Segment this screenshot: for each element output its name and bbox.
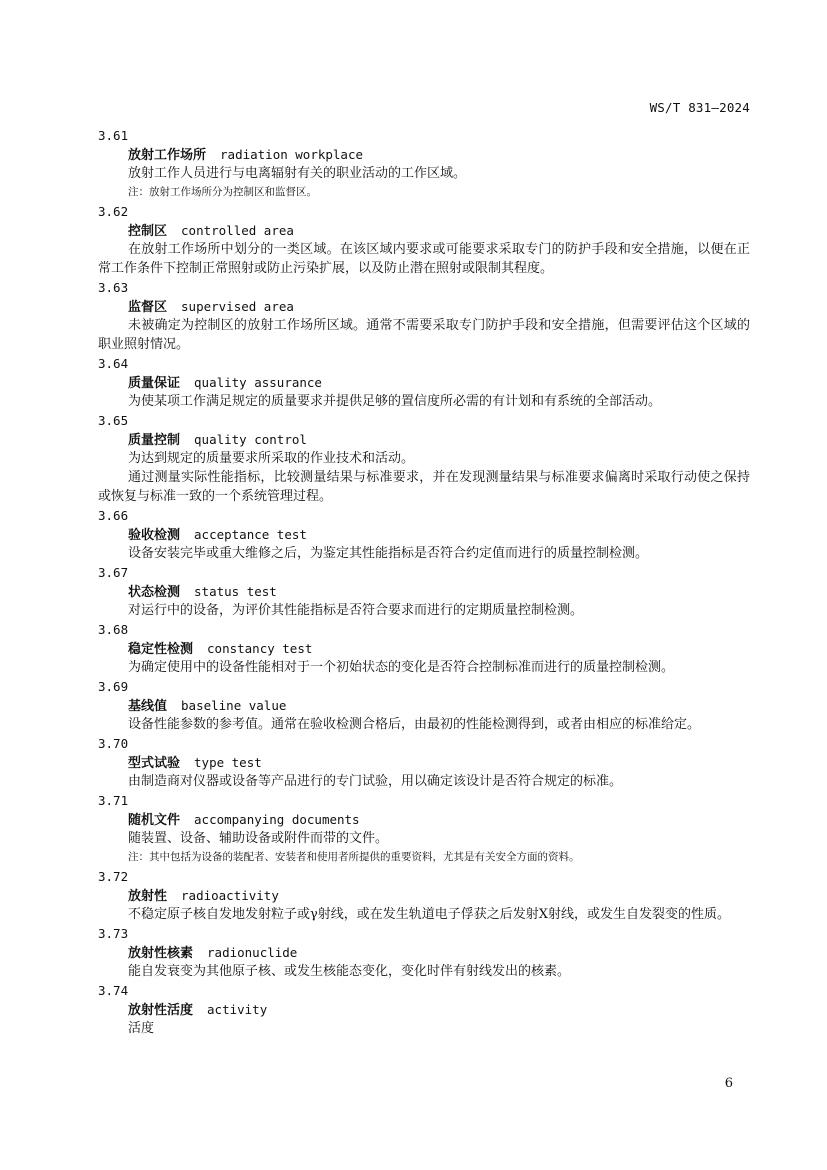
- term-number: 3.72: [98, 869, 129, 884]
- term-number: 3.69: [98, 679, 129, 694]
- term-entry: [98, 981, 750, 1038]
- term-number: 3.73: [98, 926, 129, 941]
- term-entry: [98, 411, 750, 506]
- term-definition: 对运行中的设备，为评价其性能指标是否符合要求而进行的定期质量控制检测。: [128, 603, 584, 618]
- term-en: baseline value: [181, 698, 287, 713]
- standard-code: WS/T 831—2024: [649, 100, 750, 115]
- term-entry: [98, 791, 750, 867]
- term-heading: [98, 886, 750, 905]
- term-number: 3.64: [98, 356, 129, 371]
- term-entry: [98, 867, 750, 924]
- term-zh: 放射性: [128, 889, 168, 904]
- term-zh: 型式试验: [128, 756, 181, 771]
- term-heading: [98, 943, 750, 962]
- term-number: 3.65: [98, 413, 129, 428]
- term-definition: 为使某项工作满足规定的质量要求并提供足够的置信度所必需的有计划和有系统的全部活动。: [128, 394, 662, 409]
- term-en: supervised area: [181, 299, 294, 314]
- term-entry: [98, 563, 750, 620]
- term-heading: [98, 1000, 750, 1019]
- term-entry: [98, 677, 750, 734]
- term-entry: [98, 734, 750, 791]
- term-note: 注：放射工作场所分为控制区和监督区。: [128, 186, 317, 198]
- term-number: 3.71: [98, 793, 129, 808]
- term-number: 3.67: [98, 565, 129, 580]
- term-number: 3.70: [98, 736, 129, 751]
- term-definition: 设备安装完毕或重大维修之后，为鉴定其性能指标是否符合约定值而进行的质量控制检测。: [128, 546, 649, 561]
- term-en: status test: [194, 584, 277, 599]
- term-number: 3.61: [98, 128, 129, 143]
- term-heading: [98, 145, 750, 164]
- term-entry: [98, 126, 750, 202]
- term-heading: [98, 373, 750, 392]
- term-definition: 由制造商对仪器或设备等产品进行的专门试验，用以确定该设计是否符合规定的标准。: [128, 774, 623, 789]
- term-zh: 质量保证: [128, 376, 181, 391]
- term-heading: [98, 221, 750, 240]
- term-en: radioactivity: [181, 888, 279, 903]
- term-heading: [98, 696, 750, 715]
- term-heading: [98, 639, 750, 658]
- term-heading: [98, 297, 750, 316]
- term-entry: [98, 924, 750, 981]
- page-number: 6: [724, 1076, 733, 1091]
- term-en: activity: [207, 1002, 268, 1017]
- term-heading: [98, 582, 750, 601]
- term-definition: 未被确定为控制区的放射工作场所区域。通常不需要采取专门防护手段和安全措施，但需要评估这个区域的职业照射情况。: [98, 318, 750, 352]
- term-en: acceptance test: [194, 527, 307, 542]
- term-en: quality assurance: [194, 375, 322, 390]
- term-zh: 放射性核素: [128, 946, 194, 961]
- term-definition: 随装置、设备、辅助设备或附件而带的文件。: [128, 831, 389, 846]
- term-entry: [98, 620, 750, 677]
- term-number: 3.63: [98, 280, 129, 295]
- term-en: accompanying documents: [194, 812, 360, 827]
- term-en: quality control: [194, 432, 307, 447]
- term-zh: 放射性活度: [128, 1003, 194, 1018]
- term-zh: 随机文件: [128, 813, 181, 828]
- term-definition: 活度: [128, 1021, 155, 1036]
- term-definition: 为确定使用中的设备性能相对于一个初始状态的变化是否符合控制标准而进行的质量控制检测。: [128, 660, 675, 675]
- term-number: 3.66: [98, 508, 129, 523]
- term-heading: [98, 753, 750, 772]
- term-number: 3.62: [98, 204, 129, 219]
- term-definition: 在放射工作场所中划分的一类区域。在该区域内要求或可能要求采取专门的防护手段和安全措施，以便在正常工作条件下控制正常照射或防止污染扩展，以及防止潜在照射或限制其程度。: [98, 242, 750, 276]
- term-zh: 控制区: [128, 224, 168, 239]
- term-entry: [98, 354, 750, 411]
- term-zh: 稳定性检测: [128, 642, 194, 657]
- term-entry: [98, 506, 750, 563]
- term-definition: 放射工作人员进行与电离辐射有关的职业活动的工作区域。: [128, 166, 467, 181]
- term-definition: 不稳定原子核自发地发射粒子或γ射线，或在发生轨道电子俘获之后发射X射线，或发生自发裂变的性质。: [128, 907, 731, 922]
- term-note: 注：其中包括为设备的装配者、安装者和使用者所提供的重要资料，尤其是有关安全方面的资料。: [128, 851, 580, 863]
- term-en: radiation workplace: [220, 147, 364, 162]
- term-definition: 通过测量实际性能指标，比较测量结果与标准要求，并在发现测量结果与标准要求偏离时采取行动使之保持或恢复与标准一致的一个系统管理过程。: [98, 470, 750, 504]
- term-heading: [98, 810, 750, 829]
- term-zh: 状态检测: [128, 585, 181, 600]
- term-definition: 为达到规定的质量要求所采取的作业技术和活动。: [128, 451, 415, 466]
- term-number: 3.68: [98, 622, 129, 637]
- term-heading: [98, 430, 750, 449]
- term-definition: 能自发衰变为其他原子核、或发生核能态变化，变化时伴有射线发出的核素。: [128, 964, 571, 979]
- term-entry: [98, 278, 750, 354]
- term-zh: 基线值: [128, 699, 168, 714]
- term-en: controlled area: [181, 223, 294, 238]
- term-definition: 设备性能参数的参考值。通常在验收检测合格后，由最初的性能检测得到，或者由相应的标准给定。: [128, 717, 701, 732]
- term-en: type test: [194, 755, 262, 770]
- term-number: 3.74: [98, 983, 129, 998]
- term-zh: 验收检测: [128, 528, 181, 543]
- term-zh: 监督区: [128, 300, 168, 315]
- term-heading: [98, 525, 750, 544]
- term-zh: 质量控制: [128, 433, 181, 448]
- term-en: radionuclide: [207, 945, 298, 960]
- terms-list: [98, 126, 750, 1038]
- term-zh: 放射工作场所: [128, 148, 207, 163]
- term-en: constancy test: [207, 641, 313, 656]
- term-entry: [98, 202, 750, 278]
